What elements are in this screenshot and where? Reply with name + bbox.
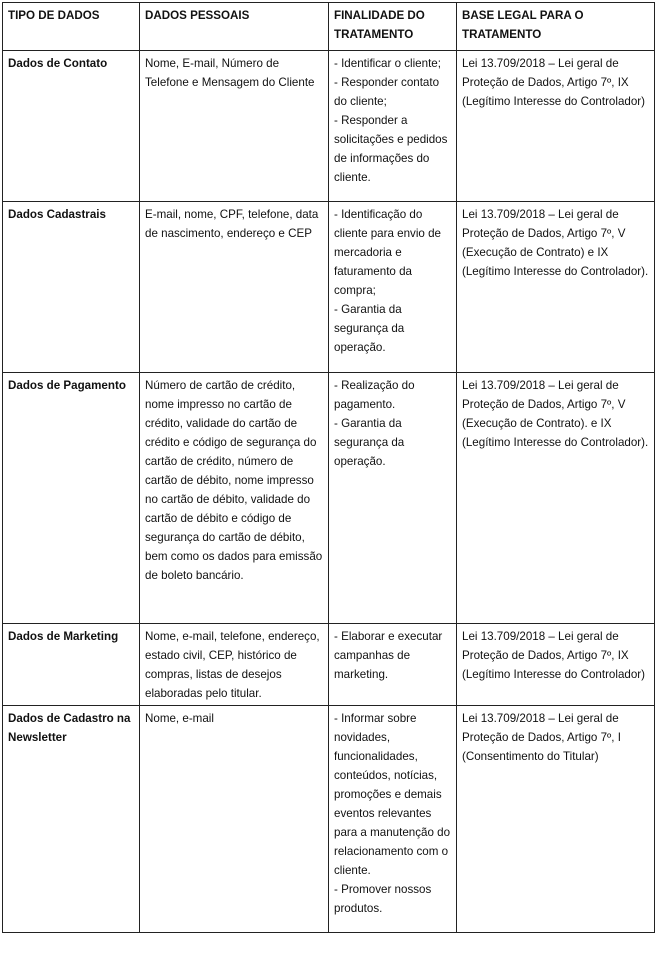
cell-base-legal: Lei 13.709/2018 – Lei geral de Proteção de Dados, Artigo 7º, V (Execução de Contrato) e IX (Legítimo Interesse do Controlador). [457,202,655,373]
cell-base-legal: Lei 13.709/2018 – Lei geral de Proteção de Dados, Artigo 7º, I (Consentimento do Titular) [457,706,655,933]
cell-tipo: Dados Cadastrais [3,202,140,373]
table-row [3,624,655,706]
header-tipo-de-dados: TIPO DE DADOS [3,3,140,51]
header-dados-pessoais: DADOS PESSOAIS [140,3,329,51]
table-header-row [3,3,655,51]
cell-tipo: Dados de Cadastro na Newsletter [3,706,140,933]
cell-tipo: Dados de Marketing [3,624,140,706]
cell-dados: Nome, E-mail, Número de Telefone e Mensagem do Cliente [140,51,329,202]
cell-finalidade: - Elaborar e executar campanhas de marketing. [329,624,457,706]
cell-finalidade: - Informar sobre novidades, funcionalidades, conteúdos, notícias, promoções e demais eventos relevantes para a manutenção do relacionamento com o cliente. - Promover nossos produtos. [329,706,457,933]
cell-base-legal: Lei 13.709/2018 – Lei geral de Proteção de Dados, Artigo 7º, IX (Legítimo Interesse do Controlador) [457,624,655,706]
cell-dados: Nome, e-mail [140,706,329,933]
cell-finalidade: - Identificar o cliente; - Responder contato do cliente; - Responder a solicitações e pedidos de informações do cliente. [329,51,457,202]
table-row [3,706,655,933]
cell-dados: E-mail, nome, CPF, telefone, data de nascimento, endereço e CEP [140,202,329,373]
header-base-legal: BASE LEGAL PARA O TRATAMENTO [457,3,655,51]
cell-dados: Número de cartão de crédito, nome impresso no cartão de crédito, validade do cartão de crédito e código de segurança do cartão de crédito, número de cartão de débito, nome impresso no cartão de débito, validade do cartão de débito e código de segurança do cartão de débito, bem como os dados para emissão de boleto bancário. [140,373,329,624]
header-finalidade: FINALIDADE DO TRATAMENTO [329,3,457,51]
cell-tipo: Dados de Pagamento [3,373,140,624]
cell-base-legal: Lei 13.709/2018 – Lei geral de Proteção de Dados, Artigo 7º, IX (Legítimo Interesse do Controlador) [457,51,655,202]
data-processing-table [2,2,655,933]
table-row [3,373,655,624]
table-row [3,202,655,373]
cell-tipo: Dados de Contato [3,51,140,202]
cell-finalidade: - Identificação do cliente para envio de mercadoria e faturamento da compra; - Garantia da segurança da operação. [329,202,457,373]
cell-dados: Nome, e-mail, telefone, endereço, estado civil, CEP, histórico de compras, listas de desejos elaboradas pelo titular. [140,624,329,706]
cell-base-legal: Lei 13.709/2018 – Lei geral de Proteção de Dados, Artigo 7º, V (Execução de Contrato). e IX (Legítimo Interesse do Controlador). [457,373,655,624]
cell-finalidade: - Realização do pagamento. - Garantia da segurança da operação. [329,373,457,624]
table-row [3,51,655,202]
